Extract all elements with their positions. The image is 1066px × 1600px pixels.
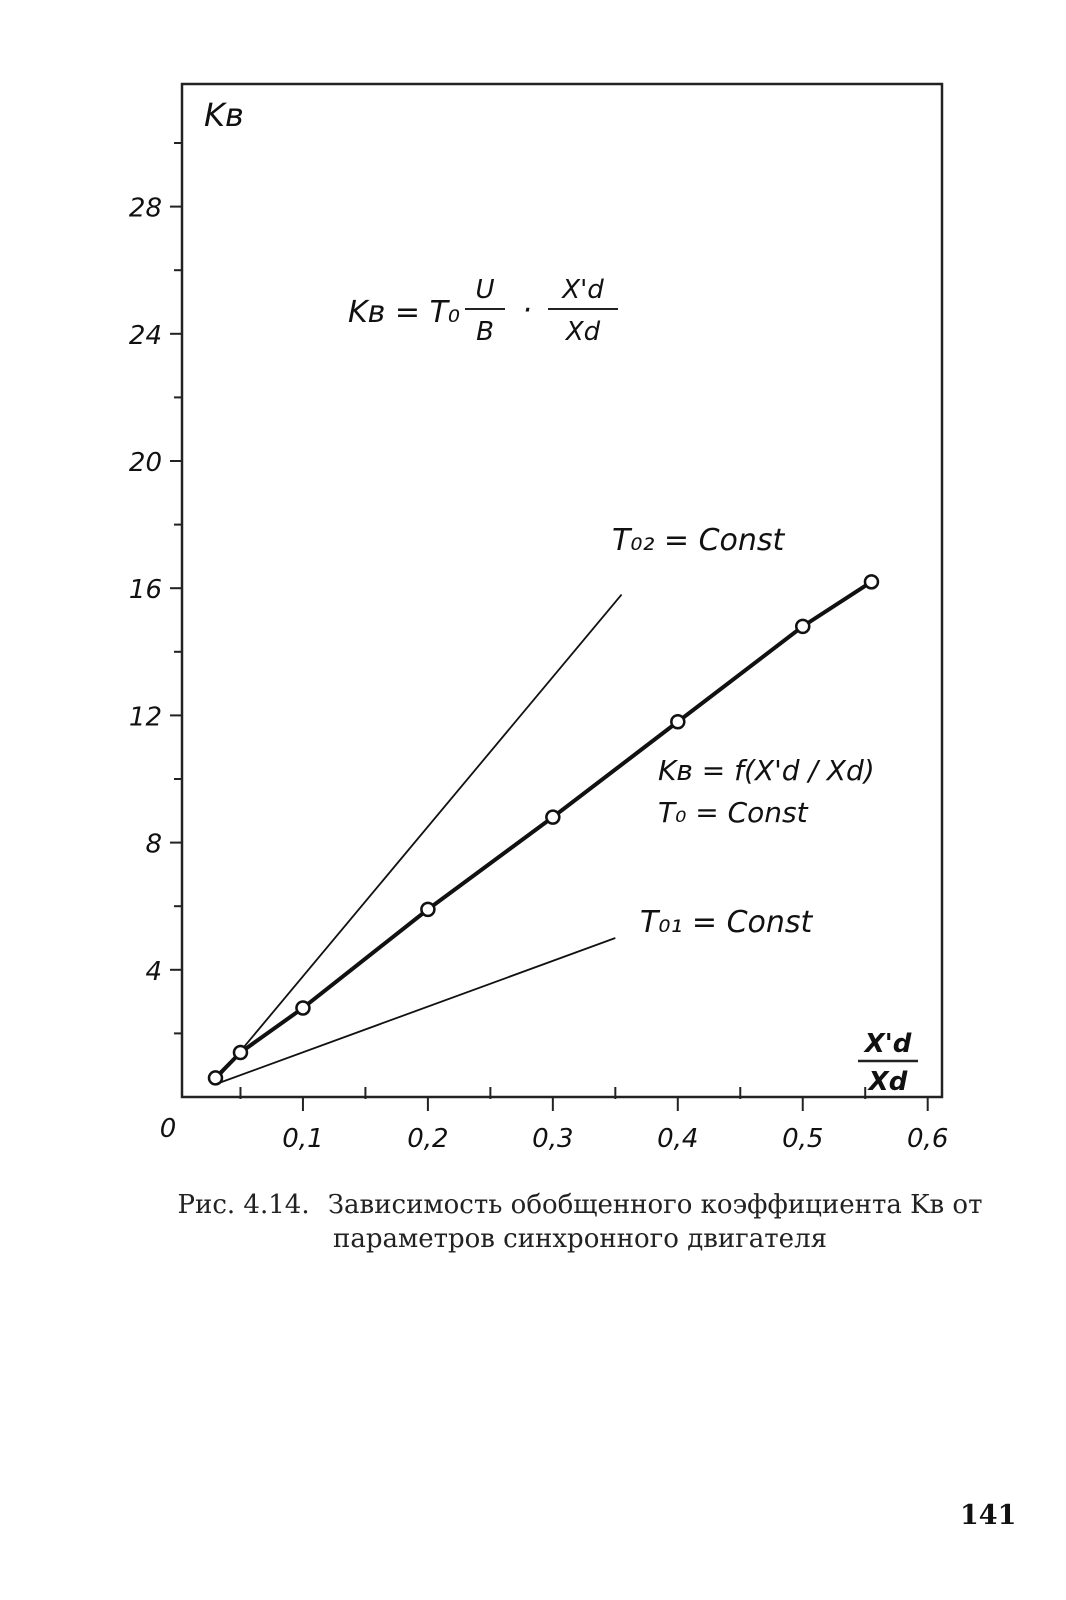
series-line-3 xyxy=(215,938,615,1084)
y-tick-label: 20 xyxy=(128,448,162,478)
y-tick-label: 16 xyxy=(128,575,162,606)
series-label-2-line-1: Kв = f(X'd / Xd) xyxy=(658,754,875,787)
data-point xyxy=(421,903,434,916)
figure-caption xyxy=(150,1188,1010,1256)
x-axis-label-numerator: X'd xyxy=(864,1029,912,1059)
x-tick-label: 0,5 xyxy=(782,1124,824,1154)
series-label-1: T₀₂ = Const xyxy=(612,523,785,558)
y-axis-label: Kв xyxy=(204,96,244,134)
plot-frame xyxy=(182,84,942,1097)
x-tick-label: 0,4 xyxy=(657,1124,699,1154)
formula-frac2-num: X'd xyxy=(562,275,604,305)
x-tick-label: 0,6 xyxy=(907,1124,949,1154)
y-tick-label: 24 xyxy=(128,320,162,351)
data-point xyxy=(546,811,559,824)
caption-number: Рис. 4.14. xyxy=(177,1190,310,1220)
x-tick-label: 0,2 xyxy=(407,1124,449,1154)
data-point xyxy=(865,575,878,588)
x-tick-label: 0,3 xyxy=(532,1124,574,1154)
formula-dot: · xyxy=(522,293,532,328)
y-tick-label: 8 xyxy=(145,829,162,860)
page-number: 141 xyxy=(960,1500,1017,1531)
data-point xyxy=(671,715,684,728)
y-tick-label: 4 xyxy=(145,956,162,987)
series-line-2 xyxy=(215,582,871,1078)
series-line-1 xyxy=(215,595,621,1082)
origin-label: 0 xyxy=(159,1114,177,1144)
x-tick-label: 0,1 xyxy=(282,1124,324,1154)
formula-frac1-num: U xyxy=(475,275,495,305)
data-point xyxy=(296,1001,309,1014)
y-tick-label: 12 xyxy=(128,702,162,733)
formula-frac1-den: B xyxy=(476,317,494,347)
series-label-2-line-2: T₀ = Const xyxy=(658,796,808,829)
y-tick-label: 28 xyxy=(128,193,162,224)
data-point xyxy=(796,620,809,633)
formula-frac2-den: Xd xyxy=(565,317,601,347)
data-point xyxy=(234,1046,247,1059)
formula-lhs: Kв = T₀ xyxy=(348,295,460,330)
x-axis-label-denominator: Xd xyxy=(868,1067,908,1097)
series-label-3: T₀₁ = Const xyxy=(640,905,813,940)
caption-text: Зависимость обобщенного коэффициента Kв от параметров синхронного двигателя xyxy=(327,1190,983,1254)
